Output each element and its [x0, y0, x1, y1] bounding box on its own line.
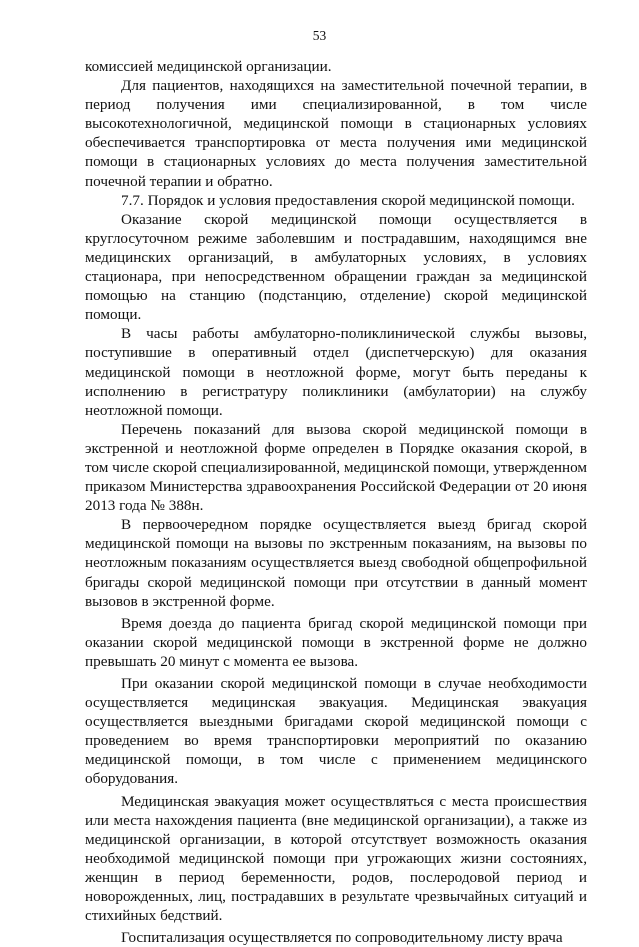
page-body [85, 57, 587, 947]
paragraph-hospitalization: Госпитализация осуществляется по сопроводительному листу врача [121, 929, 563, 947]
paragraph-continuation: комиссией медицинской организации. [85, 58, 332, 75]
paragraph-evacuation-sources: Медицинская эвакуация может осуществляться с места происшествия или места нахождения пациента (вне медицинской организации), а также из медицинской организации, в которой отсутствует возможность оказания необходимой медицинской помощи при угрожающих жизни состояниях, женщин в период беременности, родов, послеродовой период и новорожденных, лиц, пострадавших в результате чрезвычайных ситуаций и стихийных бедствий. [85, 792, 587, 925]
section-heading-7-7: 7.7. Порядок и условия предоставления скорой медицинской помощи. [121, 191, 575, 209]
paragraph-arrival-time: Время доезда до пациента бригад скорой медицинской помощи при оказании скорой медицинской помощи в экстренной форме не должно превышать 20 минут с момента ее вызова. [85, 614, 587, 670]
paragraph-dialysis-transport: Для пациентов, находящихся на заместительной почечной терапии, в период получения ими специализированной, в том числе высокотехнологичной, медицинской помощи в стационарных условиях обеспечивается транспортировка от места получения ими медицинской помощи в стационарных условиях до места получения заместительной почечной терапии и обратно. [85, 77, 587, 190]
paragraph-polyclinic-hours: В часы работы амбулаторно-поликлинической службы вызовы, поступившие в оперативный отдел (диспетчерскую) для оказания медицинской помощи в неотложной форме, могут быть переданы к исполнению в регистратуру поликлиники (амбулатории) на службу неотложной помощи. [85, 325, 587, 419]
paragraph-priority-dispatch: В первоочередном порядке осуществляется выезд бригад скорой медицинской помощи на вызовы по экстренным показаниям, на вызовы по неотложным показаниям осуществляется выезд свободной общепрофильной бригады скорой медицинской помощи при отсутствии в данный момент вызовов в экстренной форме. [85, 516, 587, 610]
paragraph-call-indications: Перечень показаний для вызова скорой медицинской помощи в экстренной и неотложной форме определен в Порядке оказания скорой, в том числе скорой специализированной, медицинской помощи, утвержденном приказом Министерства здравоохранения Российской Федерации от 20 июня 2013 года № 388н. [85, 420, 587, 515]
paragraph-medical-evacuation: При оказании скорой медицинской помощи в случае необходимости осуществляется медицинская эвакуация. Медицинская эвакуация осуществляется выездными бригадами скорой медицинской помощи с проведением во время транспортировки мероприятий по оказанию медицинской помощи, в том числе с применением медицинского оборудования. [85, 675, 587, 788]
page-number: 53 [312, 28, 327, 43]
paragraph-emergency-care-scope: Оказание скорой медицинской помощи осуществляется в круглосуточном режиме заболевшим и пострадавшим, находящимся вне медицинских организаций, в амбулаторных условиях, в условиях стационара, при непосредственном обращении граждан за медицинской помощью на станцию (подстанцию, отделение) скорой медицинской помощи. [85, 210, 587, 324]
